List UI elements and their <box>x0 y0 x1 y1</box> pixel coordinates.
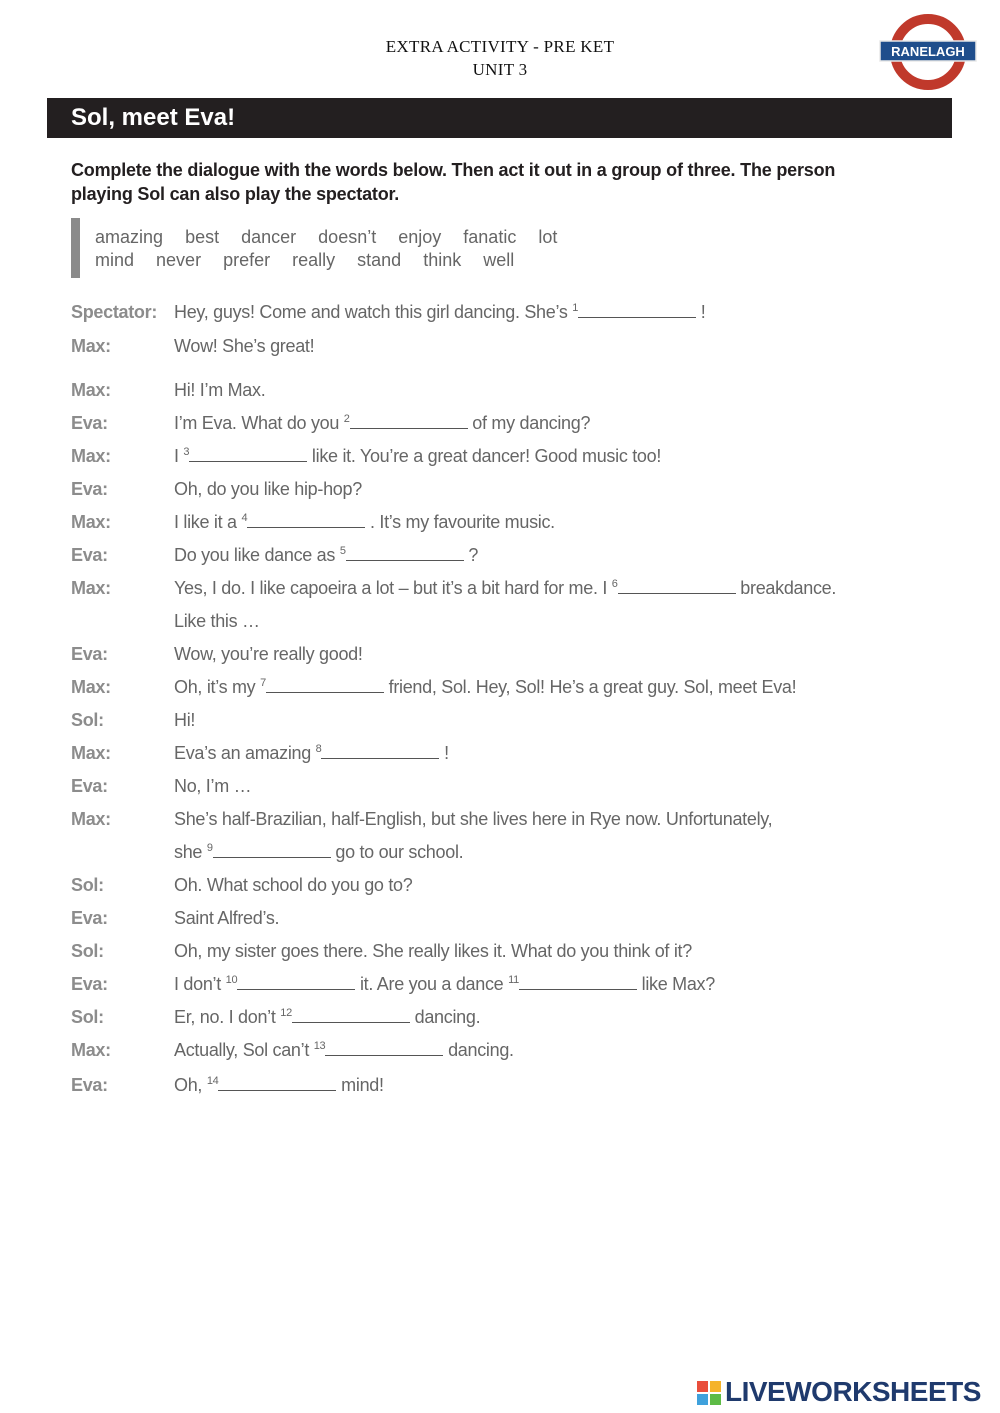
dialogue-text-part: dancing. <box>409 1007 481 1027</box>
gap-number: 13 <box>313 1040 326 1052</box>
gap-number: 8 <box>315 743 322 755</box>
speaker-label: Sol: <box>71 941 104 961</box>
answer-blank[interactable] <box>213 843 331 858</box>
answer-blank[interactable] <box>578 303 696 318</box>
dialogue-text-part: breakdance. <box>735 578 837 598</box>
dialogue-text <box>174 677 796 698</box>
answer-blank[interactable] <box>519 975 637 990</box>
dialogue-text-part: Hi! I’m Max. <box>174 380 266 400</box>
speaker-label: Max: <box>71 336 111 356</box>
speaker-label: Eva: <box>71 974 108 994</box>
gap-number: 2 <box>343 413 350 425</box>
word-bank-word: best <box>185 227 220 247</box>
word-bank-word: amazing <box>95 227 164 247</box>
dialogue-text-part: go to our school. <box>330 842 464 862</box>
gap-number: 12 <box>280 1007 292 1019</box>
header-line-2: UNIT 3 <box>472 60 528 79</box>
dialogue-text-part: Hey, guys! Come and watch this girl dancing. She’s <box>174 302 573 322</box>
dialogue-text <box>174 578 836 599</box>
dialogue-text-part: No, I’m … <box>174 776 252 796</box>
dialogue-text <box>174 941 692 962</box>
word-bank-word: mind <box>95 250 135 270</box>
liveworksheets-brand <box>697 1376 997 1410</box>
dialogue-text-part: dancing. <box>443 1040 514 1060</box>
dialogue-text-part: mind! <box>336 1075 384 1095</box>
dialogue-text-part: Wow, you’re really good! <box>174 644 363 664</box>
speaker-label: Sol: <box>71 1007 104 1027</box>
answer-blank[interactable] <box>237 975 355 990</box>
answer-blank[interactable] <box>218 1076 336 1091</box>
word-bank-word: stand <box>357 250 402 270</box>
word-bank-row-2 <box>95 250 531 271</box>
speaker-label: Max: <box>71 677 111 697</box>
dialogue-text-part: Oh. What school do you go to? <box>174 875 413 895</box>
speaker-label: Max: <box>71 809 111 829</box>
answer-blank[interactable] <box>189 447 307 462</box>
dialogue-text-part: ? <box>463 545 479 565</box>
speaker-label: Max: <box>71 743 111 763</box>
speaker-label: Eva: <box>71 479 108 499</box>
word-bank-word: well <box>483 250 515 270</box>
answer-blank[interactable] <box>247 513 365 528</box>
speaker-label: Max: <box>71 380 111 400</box>
speaker-label: Sol: <box>71 710 104 730</box>
dialogue-text-part: I like it a <box>174 512 242 532</box>
dialogue-text-part: Wow! She’s great! <box>174 336 315 356</box>
gap-number: 6 <box>611 578 618 590</box>
dialogue-text-part: Oh, do you like hip-hop? <box>174 479 362 499</box>
speaker-label: Eva: <box>71 1075 108 1095</box>
instructions: Complete the dialogue with the words below. Then act it out in a group of three. The person playing Sol can also play the spectator. <box>71 160 836 204</box>
word-bank-word: enjoy <box>398 227 442 247</box>
dialogue-text-part: it. Are you a dance <box>355 974 509 994</box>
dialogue-text <box>174 974 715 995</box>
dialogue-text <box>174 908 279 929</box>
dialogue-text-part: She’s half-Brazilian, half-English, but she lives here in Rye now. Unfortunately, <box>174 809 773 829</box>
dialogue-text-part: Do you like dance as <box>174 545 340 565</box>
gap-number: 3 <box>183 446 190 458</box>
liveworksheets-text: LIVEWORKSHEETS <box>725 1376 981 1407</box>
logo-text: RANELAGH <box>891 44 965 59</box>
speaker-label: Eva: <box>71 644 108 664</box>
gap-number: 7 <box>260 677 266 689</box>
gap-number: 4 <box>241 512 248 524</box>
word-bank-bar <box>71 218 80 278</box>
dialogue-text <box>174 380 265 401</box>
word-bank-word: lot <box>538 227 558 247</box>
dialogue-text <box>174 413 590 434</box>
dialogue-text <box>174 611 260 632</box>
dialogue-text-part: Hi! <box>174 710 196 730</box>
gap-number: 11 <box>508 974 519 986</box>
speaker-label: Max: <box>71 446 111 466</box>
dialogue-text-part: I’m Eva. What do you <box>174 413 344 433</box>
dialogue-text-part: Oh, <box>174 1075 207 1095</box>
word-bank-row-1 <box>95 227 574 248</box>
word-bank-word: think <box>423 250 462 270</box>
word-bank-word: prefer <box>223 250 271 270</box>
dialogue-text-part: ! <box>696 302 706 322</box>
dialogue-text-part: Eva’s an amazing <box>174 743 316 763</box>
ranelagh-logo <box>878 12 978 92</box>
dialogue-text-part: Saint Alfred’s. <box>174 908 280 928</box>
dialogue-text <box>174 512 555 533</box>
dialogue-text-part: I <box>174 446 184 466</box>
answer-blank[interactable] <box>350 414 468 429</box>
dialogue-text <box>174 743 449 764</box>
dialogue-text-part: Like this … <box>174 611 260 631</box>
speaker-label: Eva: <box>71 776 108 796</box>
dialogue-text <box>174 875 412 896</box>
dialogue-text-part: I don’t <box>174 974 226 994</box>
dialogue-text-part: like it. You’re a great dancer! Good music too! <box>307 446 662 466</box>
answer-blank[interactable] <box>266 678 384 693</box>
speaker-label: Sol: <box>71 875 104 895</box>
liveworksheets-icon <box>697 1381 721 1405</box>
answer-blank[interactable] <box>321 744 439 759</box>
gap-number: 5 <box>339 545 346 557</box>
word-bank-word: never <box>156 250 202 270</box>
dialogue-text-part: she <box>174 842 207 862</box>
gap-number: 10 <box>225 974 238 986</box>
dialogue-text-part: Er, no. I don’t <box>174 1007 281 1027</box>
dialogue-text-part: Actually, Sol can’t <box>174 1040 314 1060</box>
dialogue-text <box>174 545 478 566</box>
dialogue-text <box>174 710 195 731</box>
dialogue-text-part: of my dancing? <box>467 413 591 433</box>
dialogue-text <box>174 1040 514 1061</box>
answer-blank[interactable] <box>292 1008 410 1023</box>
dialogue-text <box>174 336 314 357</box>
dialogue-text-part: . It’s my favourite music. <box>365 512 555 532</box>
speaker-label: Eva: <box>71 908 108 928</box>
dialogue-text <box>174 1075 384 1096</box>
header-line-1: EXTRA ACTIVITY - PRE KET <box>385 37 615 56</box>
answer-blank[interactable] <box>346 546 464 561</box>
dialogue-text <box>174 842 463 863</box>
answer-blank[interactable] <box>325 1041 443 1056</box>
title-bar <box>47 98 952 138</box>
speaker-label: Spectator: <box>71 302 158 322</box>
dialogue-text <box>174 776 251 797</box>
gap-number: 1 <box>572 302 579 314</box>
dialogue-text-part: like Max? <box>636 974 715 994</box>
dialogue-text-part: Oh, my sister goes there. She really likes it. What do you think of it? <box>174 941 692 961</box>
speaker-label: Eva: <box>71 545 108 565</box>
word-bank-word: doesn’t <box>318 227 377 247</box>
dialogue-text <box>174 479 362 500</box>
dialogue-text-part: Yes, I do. I like capoeira a lot – but it’s a bit hard for me. I <box>174 578 612 598</box>
dialogue-text <box>174 809 772 830</box>
speaker-label: Max: <box>71 1040 111 1060</box>
answer-blank[interactable] <box>618 579 736 594</box>
dialogue-text <box>174 644 363 665</box>
dialogue-text <box>174 1007 480 1028</box>
dialogue-text-part: ! <box>439 743 449 763</box>
word-bank-word: fanatic <box>463 227 517 247</box>
gap-number: 9 <box>206 842 213 854</box>
dialogue-text-part: Oh, it’s my <box>174 677 261 697</box>
dialogue-text <box>174 302 705 323</box>
word-bank-word: really <box>292 250 336 270</box>
speaker-label: Max: <box>71 512 111 532</box>
speaker-label: Max: <box>71 578 111 598</box>
page-title: Sol, meet Eva! <box>71 104 236 131</box>
word-bank-word: dancer <box>241 227 297 247</box>
word-bank <box>71 218 671 278</box>
gap-number: 14 <box>206 1075 219 1087</box>
dialogue-text <box>174 446 661 467</box>
speaker-label: Eva: <box>71 413 108 433</box>
dialogue-text-part: friend, Sol. Hey, Sol! He’s a great guy. Sol, meet Eva! <box>383 677 797 697</box>
